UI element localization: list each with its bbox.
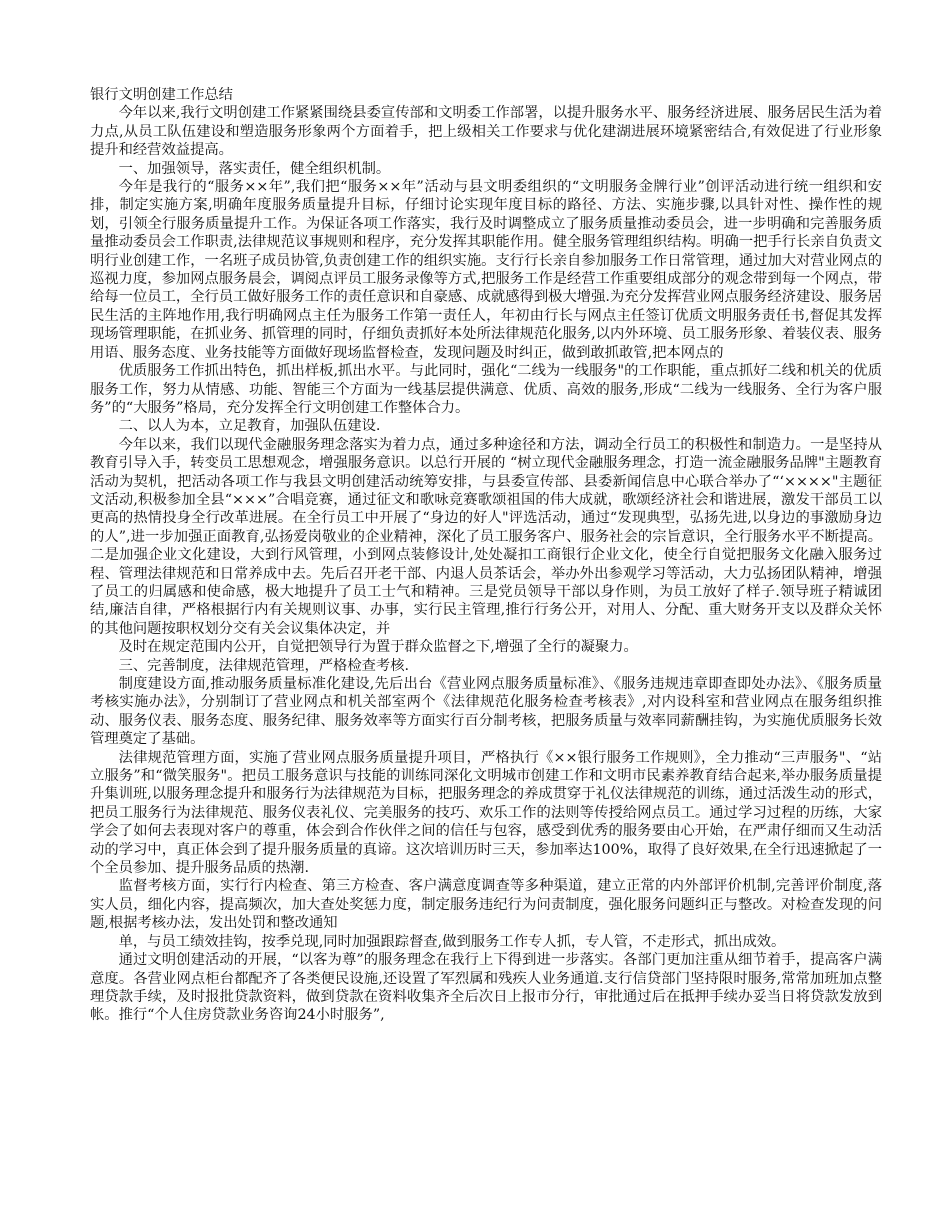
paragraph-results: 通过文明创建活动的开展，“以客为尊”的服务理念在我行上下得到进一步落实。各部门更加注重从细节着手，提高客户满意度。各营业网点柜台都配齐了各类便民设施,还设置了军烈属和残疾人业务通道.支行信贷部门坚持限时服务,常常加班加点整理贷款手续，及时报批贷款资料，做到贷款在资料收集齐全后次日上报市分行，审批通过后在抵押手续办妥当日将贷款发放到帐。推行“个人住房贷款业务咨询24小时服务”, <box>90 952 882 1024</box>
section-heading-1: 一、加强领导，落实责任，健全组织机制。 <box>118 160 391 177</box>
section-heading-3: 三、完善制度，法律规范管理，严格检查考核. <box>118 657 410 674</box>
paragraph-standard-management: 法律规范管理方面，实施了营业网点服务质量提升项目，严格执行《××银行服务工作规则》，全力推动“三声服务"、“站立服务”和“微笑服务"。把员工服务意识与技能的训练同深化文明城市创建工作和文明市民素养教育结合起来,举办服务质量提升集训班,以服务理念提升和服务行为法律规范为目标，把服务理念的养成贯穿于礼仪法律规范的训练，通过活泼生动的形式，把员工服务行为法律规范、服务仪表礼仪、完美服务的技巧、欢乐工作的法则等传授给网点员工。通过学习过程的历练，大家学会了如何去表现对客户的尊重，体会到合作伙伴之间的信任与包容，感受到优秀的服务要由心开始，在严肃仔细而又生动活动的学习中，真正体会到了提升服务质量的真谛。这次培训历时三天，参加率达100%，取得了良好效果,在全行迅速掀起了一个全员参加、提升服务品质的热潮. <box>90 749 882 877</box>
paragraph-system-building: 制度建设方面,推动服务质量标准化建设,先后出台《营业网点服务质量标准》、《服务违规违章即查即处办法》、《服务质量考核实施办法》，分别制订了营业网点和机关部室两个《法律规范化服务检查考核表》,对内设科室和营业网点在服务组织推动、服务仪表、服务态度、服务纪律、服务效率等方面实行百分制考核，把服务质量与效率同薪酬挂钩，为实施优质服务长效管理奠定了基础。 <box>90 676 882 748</box>
paragraph-intro: 今年以来,我行文明创建工作紧紧围绕县委宣传部和文明委工作部署，以提升服务水平、服务经济进展、服务居民生活为着力点,从员工队伍建设和塑造服务形象两个方面着手，把上级相关工作要求与优化建湖进展环境紧密结合,有效促进了行业形象提升和经营效益提高。 <box>90 105 882 159</box>
paragraph-section-2-continued: 及时在规定范围内公开，自觉把领导行为置于群众监督之下,增强了全行的凝聚力。 <box>118 639 638 656</box>
paragraph-supervision-continued: 单，与员工绩效挂钩，按季兑现,同时加强跟踪督查,做到服务工作专人抓，专人管，不走形式，抓出成效。 <box>118 933 786 950</box>
document-title: 银行文明创建工作总结 <box>90 87 233 103</box>
paragraph-section-1-body: 今年是我行的“服务××年”,我们把“服务××年”活动与县文明委组织的“文明服务金牌行业”创评活动进行统一组织和安排，制定实施方案,明确年度服务质量提升目标，仔细讨论实现年度目标的路径、方法、实施步骤,以具针对性、操作性的规划，引领全行服务质量提升工作。为保证各项工作落实，我行及时调整成立了服务质量推动委员会，进一步明确和完善服务质量推动委员会工作职责,法律规范议事规则和程序，充分发挥其职能作用。健全服务管理组织结构。明确一把手行长亲自负责文明行业创建工作，一名班子成员协管,负责创建工作的组织实施。支行行长亲自参加服务工作日常管理，通过加大对营业网点的巡视力度，参加网点服务晨会，调阅点评员工服务录像等方式,把服务工作是经营工作重要组成部分的观念带到每一个网点，带给每一位员工，全行员工做好服务工作的责任意识和自豪感、成就感得到极大增强.为充分发挥营业网点服务经济建设、服务居民生活的主阵地作用,我行明确网点主任为服务工作第一责任人，年初由行长与网点主任签订优质文明服务责任书,督促其发挥现场管理职能，在抓业务、抓管理的同时，仔细负责抓好本处所法律规范化服务,以内外环境、员工服务形象、着装仪表、服务用语、服务态度、业务技能等方面做好现场监督检查，发现问题及时纠正，做到敢抓敢管,把本网点的 <box>90 179 882 361</box>
paragraph-section-1-continued: 优质服务工作抓出特色，抓出样板,抓出水平。与此同时，强化“二线为一线服务"的工作职能，重点抓好二线和机关的优质服务工作，努力从情感、功能、智能三个方面为一线基层提供满意、优质、高效的服务,形成“二线为一线服务、全行为客户服务”的“大服务”格局，充分发挥全行文明创建工作整体合力。 <box>90 363 882 416</box>
section-heading-2: 二、以人为本，立足教育，加强队伍建设. <box>118 418 381 435</box>
paragraph-section-2-body: 今年以来，我们以现代金融服务理念落实为着力点，通过多种途径和方法，调动全行员工的积极性和制造力。一是坚持从教育引导入手，转变员工思想观念，增强服务意识。以总行开展的 “树立现代金融服务理念，打造一流金融服务品牌"主题教育活动为契机，把活动各项工作与我县文明创建活动统筹安排，与县委宣传部、县委新闻信息中心联合举办了“‘××××"主题征文活动,积极参加全县“×××”合唱竞赛，通过征文和歌咏竞赛歌颂祖国的伟大成就，歌颂经济社会和谐进展，激发干部员工以更高的热情投身全行改革进展。在全行员工中开展了“身边的好人"评选活动，通过“发现典型，弘扬先进,以身边的事激励身边的人”,进一步加强正面教育,弘扬爱岗敬业的企业精神，深化了员工服务客户、服务社会的宗旨意识，全行服务水平不断提高。二是加强企业文化建设，大到行风管理，小到网点装修设计,处处凝扣工商银行企业文化，使全行自觉把服务文化融入服务过程、管理法律规范和日常养成中去。先后召开老干部、内退人员茶话会，举办外出参观学习等活动，大力弘扬团队精神，增强了员工的归属感和使命感，极大地提升了员工士气和精神。三是党员领导干部以身作则，为员工放好了样子.领导班子精诚团结,廉洁自律，严格根据行内有关规则议事、办事，实行民主管理,推行行务公开，对用人、分配、重大财务开支以及群众关怀的其他问题按职权划分交有关会议集体决定，并 <box>90 436 882 637</box>
paragraph-supervision: 监督考核方面，实行行内检查、第三方检查、客户满意度调查等多种渠道，建立正常的内外部评价机制,完善评价制度,落实人员，细化内容，提高频次，加大查处奖惩力度，制定服务违纪行为问责制度，强化服务问题纠正与整改。对检查发现的问题,根据考核办法，发出处罚和整改通知 <box>90 878 882 932</box>
